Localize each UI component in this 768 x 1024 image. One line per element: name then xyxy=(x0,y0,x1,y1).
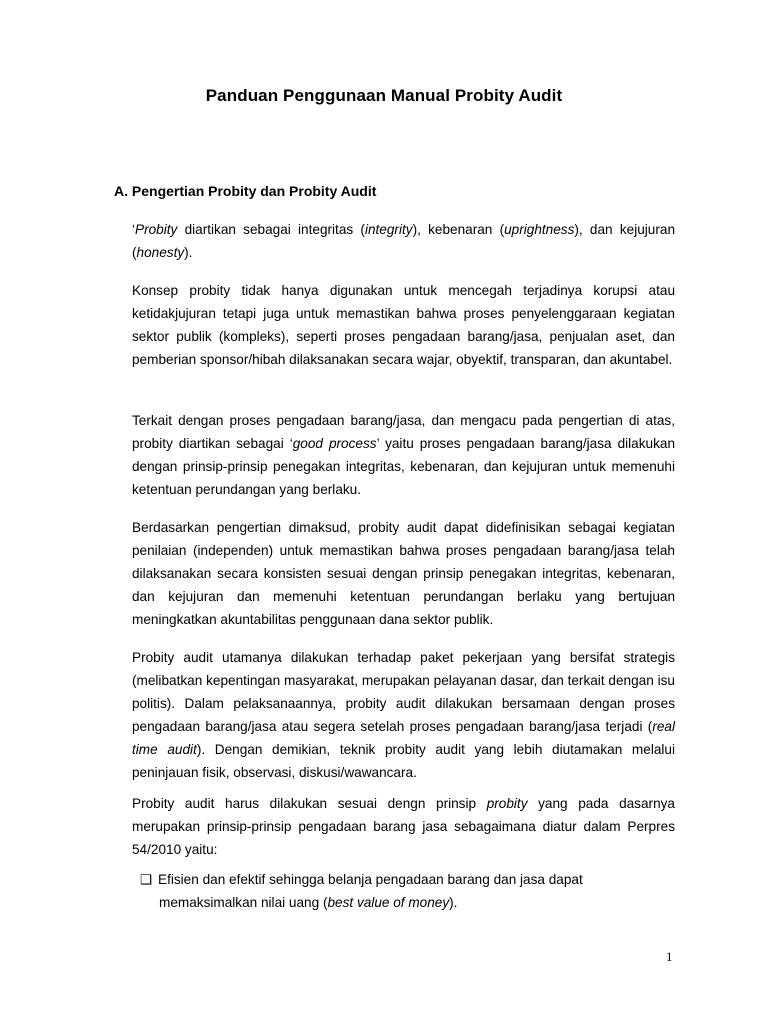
text-run-italic: real time audit xyxy=(132,719,675,757)
paragraph-good-process xyxy=(132,409,675,501)
text-run: ). xyxy=(449,895,458,910)
page-title: Panduan Penggunaan Manual Probity Audit xyxy=(205,86,563,105)
paragraph-probity-definition xyxy=(132,218,675,264)
bullet-continuation xyxy=(140,891,675,914)
text-run: Efisien dan efektif sehingga belanja pengadaan barang dan jasa dapat xyxy=(158,872,583,887)
text-run-italic: uprightness xyxy=(504,222,575,237)
text-run: ), dan kejujuran ( xyxy=(132,222,675,260)
text-run: ‘ xyxy=(132,222,136,237)
text-run: ). xyxy=(184,245,193,260)
text-run: Probity audit utamanya dilakukan terhadap paket pekerjaan yang bersifat strategis (melibatkan kepentingan masyarakat, merupakan pelayanan dasar, dan terkait dengan isu politis). Dalam pelaksanaannya, probity audit dilakukan bersamaan dengan proses pengadaan barang/jasa atau segera setelah proses pengadaan barang/jasa terjadi ( xyxy=(132,650,675,734)
text-run-italic: Probity xyxy=(135,222,178,237)
text-run-italic: best value of money xyxy=(327,895,450,910)
paragraph-probity-concept: Konsep probity tidak hanya digunakan untuk mencegah terjadinya korupsi atau ketidakjujuran tetapi juga untuk memastikan bahwa proses penyelenggaraan kegiatan sektor publik (kompleks), seperti proses pengadaan barang/jasa, penjualan aset, dan pemberian sponsor/hibah dilaksanakan secara wajar, obyektif, transparan, dan akuntabel. xyxy=(132,283,675,367)
text-run: Probity audit harus dilakukan sesuai dengn prinsip xyxy=(132,796,487,811)
text-run-italic: probity xyxy=(486,796,528,811)
text-run-italic: good process xyxy=(292,436,377,451)
paragraph-probity-audit-definition: Berdasarkan pengertian dimaksud, probity audit dapat didefinisikan sebagai kegiatan penilaian (independen) untuk memastikan bahwa proses pengadaan barang/jasa telah dilaksanakan secara konsisten sesuai dengan prinsip penegakan integritas, kebenaran, dan kejujuran dan memenuhi ketentuan perundangan berlaku yang bertujuan meningkatkan akuntabilitas penggunaan dana sektor publik. xyxy=(132,520,675,627)
section-heading: A. Pengertian Probity dan Probity Audit xyxy=(114,183,377,199)
text-run-italic: honesty xyxy=(136,245,185,260)
paragraph-probity-audit-scope xyxy=(132,646,675,784)
checkbox-bullet-icon: ❑ xyxy=(140,872,153,887)
text-run: ). Dengan demikian, teknik probity audit yang lebih diutamakan melalui peninjauan fisik, observasi, diskusi/wawancara. xyxy=(132,742,675,780)
page-number: 1 xyxy=(666,949,673,964)
text-run: yang pada dasarnya merupakan prinsip-prinsip pengadaan barang jasa sebagaimana diatur dalam Perpres 54/2010 yaitu: xyxy=(132,796,675,857)
text-run: ), kebenaran ( xyxy=(412,222,505,237)
text-run: Terkait dengan proses pengadaan barang/jasa, dan mengacu pada pengertian di atas, probity diartikan sebagai ‘ xyxy=(132,413,675,451)
bullet-item-efficiency xyxy=(140,868,675,914)
text-run-italic: integrity xyxy=(364,222,413,237)
paragraph-probity-principles xyxy=(132,792,675,861)
text-run: diartikan sebagai integritas ( xyxy=(177,222,365,237)
text-run: ’ yaitu proses pengadaan barang/jasa dilakukan dengan prinsip-prinsip penegakan integritas, kebenaran, dan kejujuran untuk memenuhi ketentuan perundangan yang berlaku. xyxy=(132,436,676,497)
text-run: memaksimalkan nilai uang ( xyxy=(159,895,328,910)
